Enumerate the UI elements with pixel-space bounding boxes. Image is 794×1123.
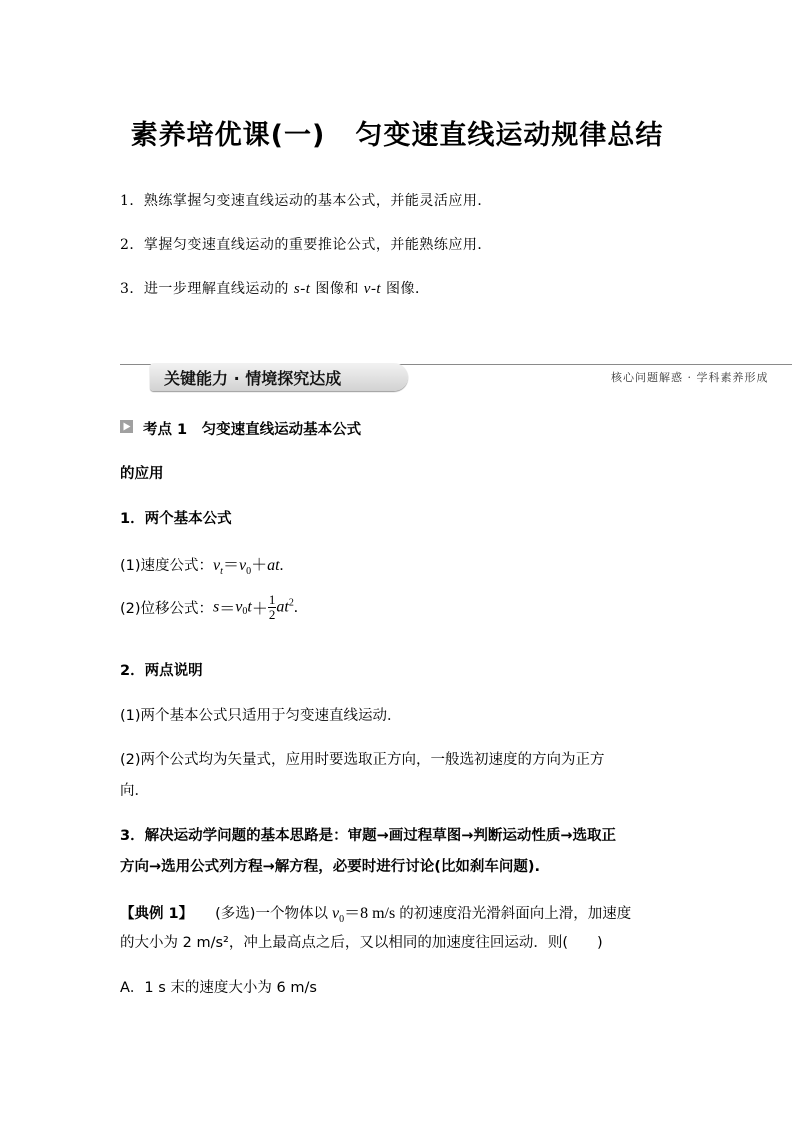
kaodian-heading: 考点 1 匀变速直线运动基本公式 [143,422,362,438]
objective-3: 3．进一步理解直线运动的 s-t 图像和 v-t 图像． [120,281,430,297]
objective-2: 2．掌握匀变速直线运动的重要推论公式，并能熟练应用． [120,237,492,253]
kaodian-heading-cont: 的应用 [120,466,164,482]
title-part2: 匀变速直线运动规律总结 [355,120,664,151]
section1-heading: 1．两个基本公式 [120,511,232,527]
formula-velocity: (1)速度公式：$v_t=v_0+at$. [120,557,284,578]
example-line1: 【典例 1】 (多选)一个物体以 $v_0=8$ m/s 的初速度沿光滑斜面向上滑，加速度 [120,905,632,926]
example-line2: 的大小为 2 m/s²，冲上最高点之后，又以相同的加速度往回运动．则( ) [120,935,603,951]
example-tag: 【典例 1】 [120,906,194,922]
section2-point2-line2: 向． [120,783,149,799]
section-banner-label: 关键能力 · 情境探究达成 [164,369,342,388]
fraction-one-half: $\frac{1}{2}$ [268,592,276,622]
section-banner-subtitle: 核心问题解惑 · 学科素养形成 [611,371,769,384]
play-arrow-icon [120,420,133,433]
section3-line1: 3．解决运动学问题的基本思路是：审题→画过程草图→判断运动性质→选取正 [120,828,617,844]
section2-point1: (1)两个基本公式只适用于匀变速直线运动． [120,708,402,724]
formula-displacement: (2)位移公式：$s=v_0t+$ $\frac{1}{2}$ $at^2$. [120,592,298,622]
title-part1: 素养培优课(一) [130,120,326,151]
section2-point2-line1: (2)两个公式均为矢量式，应用时要选取正方向，一般选初速度的方向为正方 [120,752,605,768]
section3-line2: 方向→选用公式列方程→解方程，必要时进行讨论(比如刹车问题). [120,859,541,875]
section2-heading: 2．两点说明 [120,663,203,679]
objective-1: 1．熟练掌握匀变速直线运动的基本公式，并能灵活应用． [120,193,492,209]
example-option-a: A．1 s 末的速度大小为 6 m/s [120,980,317,996]
page-title [0,113,794,152]
